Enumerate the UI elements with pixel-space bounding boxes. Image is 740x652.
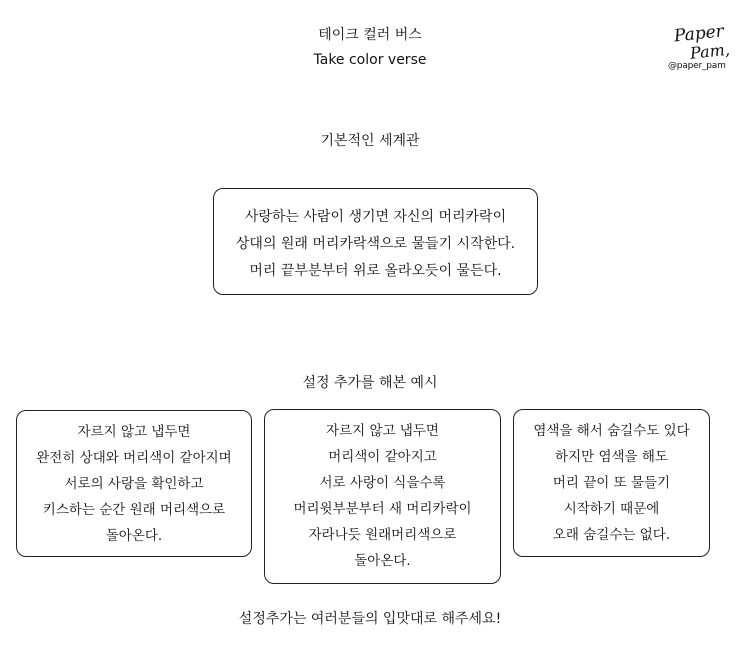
example-line: 서로의 사랑을 확인하고 xyxy=(64,476,204,492)
example-line: 시작하기 때문에 xyxy=(563,501,660,517)
basic-worldview-heading: 기본적인 세계관 xyxy=(320,133,420,149)
example-line: 자르지 않고 냅두면 xyxy=(77,424,191,440)
example-line: 머리윗부분부터 새 머리카락이 xyxy=(293,501,472,517)
logo-text-line2: Pam, xyxy=(689,39,731,63)
example-line: 머리 끝이 또 물들기 xyxy=(552,475,671,491)
examples-heading: 설정 추가를 해본 예시 xyxy=(302,375,438,391)
example-box-1 xyxy=(16,410,252,557)
worldview-line: 상대의 원래 머리카락색으로 물들기 시작한다. xyxy=(235,236,516,252)
page-title-english: Take color verse xyxy=(313,52,427,68)
example-line: 염색을 해서 숨길수도 있다 xyxy=(533,423,690,439)
example-line: 머리색이 같아지고 xyxy=(328,449,437,465)
page-title-korean: 테이크 컬러 버스 xyxy=(318,27,422,43)
example-line: 돌아온다. xyxy=(105,528,163,544)
example-line: 돌아온다. xyxy=(354,553,411,569)
logo-handle: @paper_pam xyxy=(668,61,726,71)
logo-mark xyxy=(668,22,736,64)
example-box-3 xyxy=(513,409,710,557)
example-line: 키스하는 순간 원래 머리색으로 xyxy=(42,502,226,518)
example-line: 자라나듯 원래머리색으로 xyxy=(308,527,457,543)
logo-text-line1: Paper xyxy=(673,22,725,47)
example-line: 오래 숨길수는 없다. xyxy=(552,527,671,543)
example-line: 하지만 염색을 해도 xyxy=(555,449,668,465)
example-line: 완전히 상대와 머리색이 같아지며 xyxy=(36,450,232,466)
worldview-line: 사랑하는 사람이 생기면 자신의 머리카락이 xyxy=(244,209,507,225)
footer-note: 설정추가는 여러분들의 입맛대로 해주세요! xyxy=(238,611,502,627)
worldview-line: 머리 끝부분부터 위로 올라오듯이 물든다. xyxy=(249,263,502,279)
example-line: 자르지 않고 냅두면 xyxy=(326,423,439,439)
example-box-2 xyxy=(264,409,501,584)
basic-worldview-box xyxy=(213,188,538,295)
example-line: 서로 사랑이 식을수록 xyxy=(319,475,446,491)
